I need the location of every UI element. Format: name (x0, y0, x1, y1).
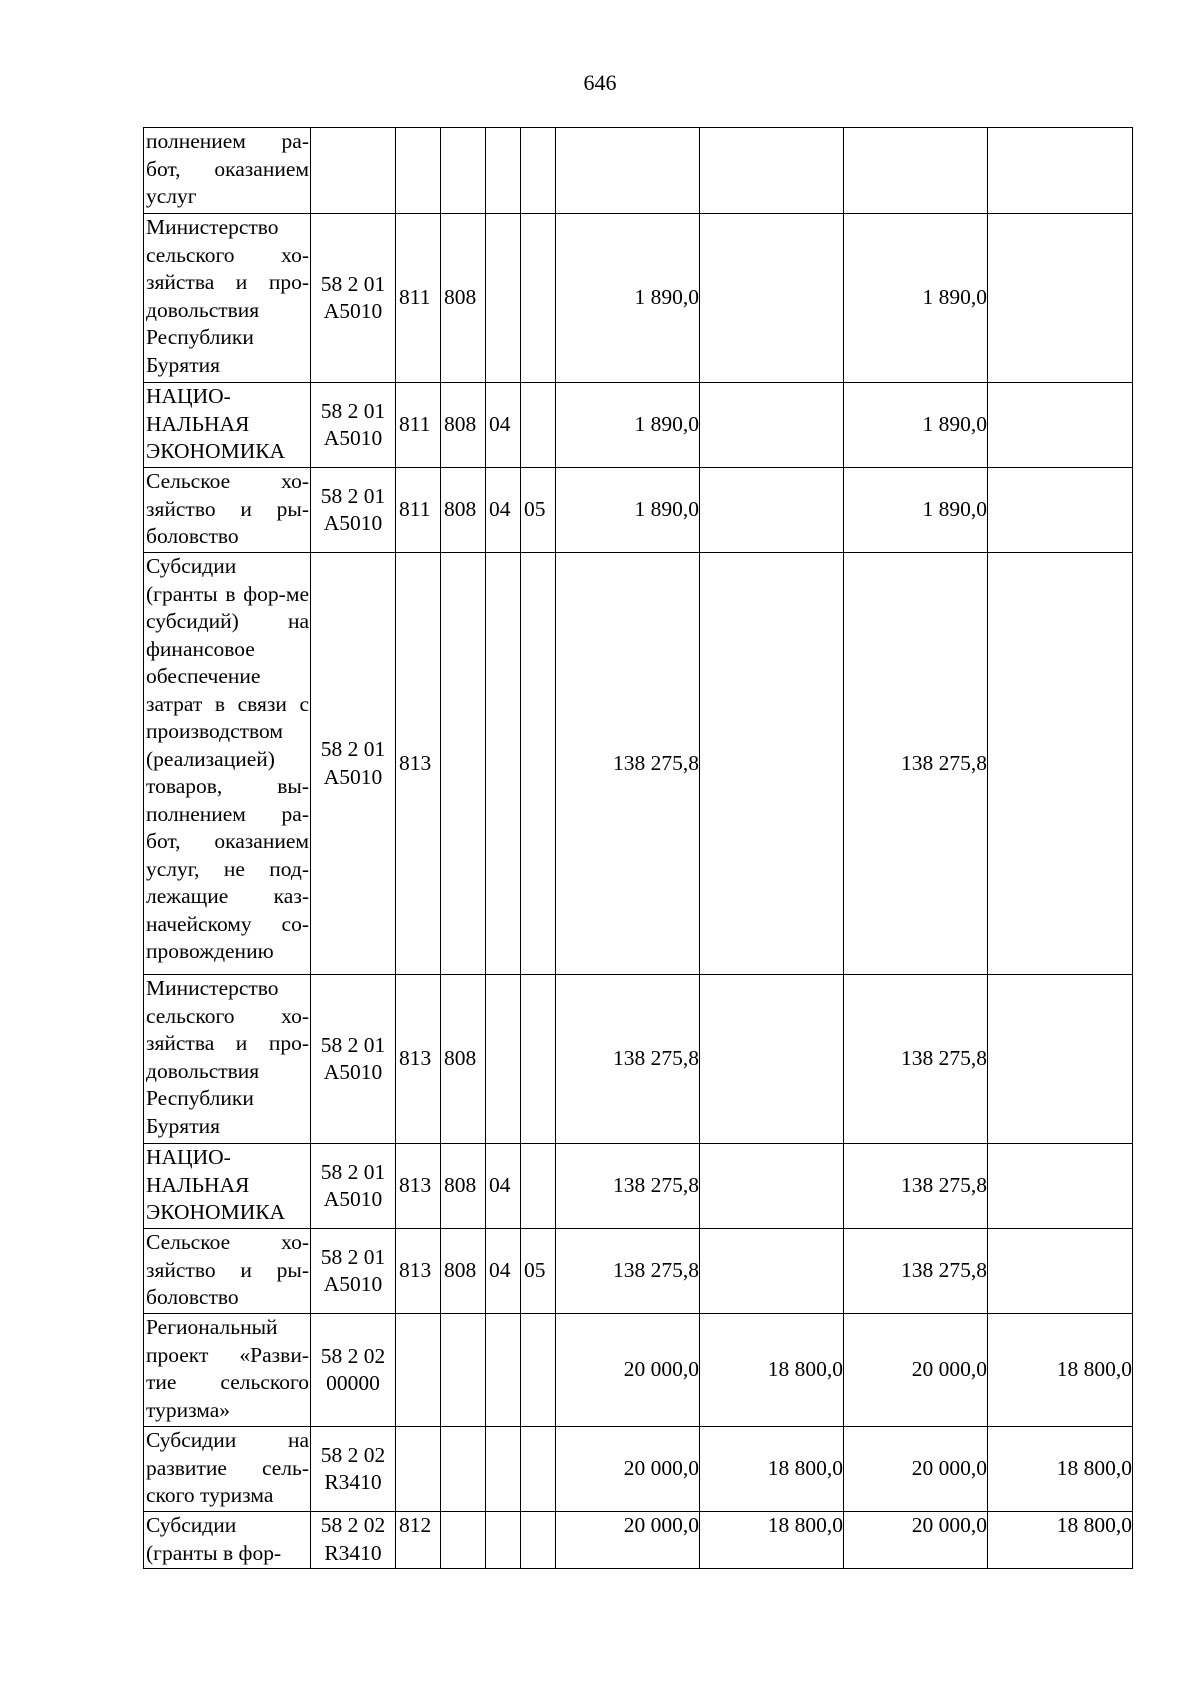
target-article-line: А5010 (323, 511, 383, 535)
target-article-line: А5010 (323, 764, 383, 789)
target-article-line: 58 2 01 (320, 737, 386, 761)
table-row (144, 383, 1133, 468)
amount-cell-1: 20 000,0 (556, 1512, 700, 1569)
amount-cell-3: 1 890,0 (844, 383, 988, 468)
amount-cell-1: 20 000,0 (556, 1427, 700, 1512)
amount-cell-3: 20 000,0 (844, 1512, 988, 1569)
target-article-line: А5010 (323, 299, 383, 323)
amount-cell-1: 1 890,0 (556, 468, 700, 553)
subsection-code-cell: 05 (521, 1229, 556, 1314)
section-code-cell (486, 1512, 521, 1569)
amount-cell-4 (988, 468, 1133, 553)
target-article-cell (311, 128, 396, 214)
subsection-code-cell (521, 1512, 556, 1569)
table-row (144, 975, 1133, 1144)
amount-cell-2 (700, 128, 844, 214)
row-name-cell: Субсидии на развитие сель-ского туризма (144, 1427, 311, 1512)
amount-cell-4: 18 800,0 (988, 1427, 1133, 1512)
gr-code-cell (441, 128, 486, 214)
grbs-code-cell: 811 (396, 214, 441, 383)
row-name-cell: Сельское хо-зяйство и ры-боловство (144, 1229, 311, 1314)
grbs-code-cell: 811 (396, 383, 441, 468)
gr-code-cell: 808 (441, 383, 486, 468)
grbs-code-cell: 813 (396, 1144, 441, 1229)
table-row (144, 1512, 1133, 1569)
target-article-cell (311, 1144, 396, 1229)
table-row (144, 468, 1133, 553)
table-row (144, 1229, 1133, 1314)
page-number: 646 (583, 70, 617, 95)
amount-cell-2: 18 800,0 (700, 1427, 844, 1512)
amount-cell-1: 138 275,8 (556, 1229, 700, 1314)
target-article-cell (311, 1427, 396, 1512)
grbs-code-cell: 812 (396, 1512, 441, 1569)
grbs-code-cell (396, 1314, 441, 1427)
grbs-code-cell: 813 (396, 1229, 441, 1314)
gr-code-cell: 808 (441, 1229, 486, 1314)
amount-cell-4 (988, 975, 1133, 1144)
amount-cell-4 (988, 383, 1133, 468)
row-name-cell: НАЦИО-НАЛЬНАЯ ЭКОНОМИКА (144, 1144, 311, 1229)
amount-cell-4: 18 800,0 (988, 1314, 1133, 1427)
target-article-line: 58 2 01 (320, 398, 386, 423)
amount-cell-3: 138 275,8 (844, 975, 988, 1144)
subsection-code-cell (521, 1427, 556, 1512)
target-article-line: 58 2 01 (320, 1159, 386, 1184)
target-article-line: 58 2 02 (320, 1513, 386, 1537)
amount-cell-3: 138 275,8 (844, 1144, 988, 1229)
amount-cell-2 (700, 1229, 844, 1314)
target-article-line: А5010 (323, 1187, 383, 1211)
amount-cell-1: 20 000,0 (556, 1314, 700, 1427)
target-article-cell (311, 214, 396, 383)
amount-cell-2 (700, 553, 844, 975)
amount-cell-3: 20 000,0 (844, 1427, 988, 1512)
grbs-code-cell (396, 128, 441, 214)
target-article-line: 58 2 02 (320, 1343, 386, 1368)
subsection-code-cell (521, 128, 556, 214)
target-article-line: 00000 (326, 1371, 380, 1395)
budget-table (143, 127, 1133, 1569)
amount-cell-4 (988, 1144, 1133, 1229)
row-name-cell: Сельское хо-зяйство и ры-боловство (144, 468, 311, 553)
table-row (144, 1144, 1133, 1229)
row-name-cell: Субсидии (гранты в фор-ме субсидий) на финансовое обеспечение затрат в связи с производством (реализацией) товаров, вы-полнением ра-бот, оказанием услуг, не под-лежащие каз-начейскому со-провождению (144, 553, 311, 975)
table-row (144, 1427, 1133, 1512)
amount-cell-2 (700, 975, 844, 1144)
table-row (144, 553, 1133, 975)
gr-code-cell (441, 553, 486, 975)
target-article-cell (311, 975, 396, 1144)
row-name-cell: Министерство сельского хо-зяйства и про-довольствия Республики Бурятия (144, 214, 311, 383)
gr-code-cell (441, 1314, 486, 1427)
target-article-cell (311, 1314, 396, 1427)
section-code-cell (486, 553, 521, 975)
subsection-code-cell (521, 1314, 556, 1427)
amount-cell-3 (844, 128, 988, 214)
target-article-line: 58 2 01 (320, 1244, 386, 1269)
grbs-code-cell: 813 (396, 553, 441, 975)
target-article-cell (311, 1512, 396, 1569)
target-article-line: А5010 (323, 426, 383, 450)
row-name-cell: НАЦИО-НАЛЬНАЯ ЭКОНОМИКА (144, 383, 311, 468)
amount-cell-2: 18 800,0 (700, 1314, 844, 1427)
amount-cell-2 (700, 1144, 844, 1229)
amount-cell-1: 138 275,8 (556, 553, 700, 975)
amount-cell-2 (700, 468, 844, 553)
target-article-line: R3410 (324, 1540, 382, 1565)
target-article-line: 58 2 02 (320, 1442, 386, 1467)
target-article-line: 58 2 01 (320, 271, 386, 296)
subsection-code-cell (521, 383, 556, 468)
subsection-code-cell (521, 214, 556, 383)
amount-cell-3: 138 275,8 (844, 553, 988, 975)
grbs-code-cell (396, 1427, 441, 1512)
amount-cell-3: 138 275,8 (844, 1229, 988, 1314)
row-name-cell: Региональный проект «Разви-тие сельского туризма» (144, 1314, 311, 1427)
grbs-code-cell: 811 (396, 468, 441, 553)
gr-code-cell (441, 1427, 486, 1512)
target-article-line: 58 2 01 (320, 1032, 386, 1057)
section-code-cell: 04 (486, 1144, 521, 1229)
target-article-cell (311, 383, 396, 468)
amount-cell-1: 138 275,8 (556, 975, 700, 1144)
target-article-cell (311, 553, 396, 975)
section-code-cell (486, 214, 521, 383)
target-article-line: А5010 (323, 1060, 383, 1084)
row-name-cell: полнением ра-бот, оказанием услуг (144, 128, 311, 214)
amount-cell-1: 1 890,0 (556, 383, 700, 468)
table-row (144, 214, 1133, 383)
table-row (144, 1314, 1133, 1427)
amount-cell-4 (988, 553, 1133, 975)
gr-code-cell: 808 (441, 468, 486, 553)
row-name-cell: Министерство сельского хо-зяйства и про-довольствия Республики Бурятия (144, 975, 311, 1144)
target-article-line: 58 2 01 (320, 483, 386, 508)
amount-cell-1 (556, 128, 700, 214)
section-code-cell: 04 (486, 1229, 521, 1314)
amount-cell-3: 1 890,0 (844, 468, 988, 553)
section-code-cell (486, 1427, 521, 1512)
amount-cell-4 (988, 128, 1133, 214)
amount-cell-2 (700, 214, 844, 383)
amount-cell-3: 1 890,0 (844, 214, 988, 383)
amount-cell-4: 18 800,0 (988, 1512, 1133, 1569)
grbs-code-cell: 813 (396, 975, 441, 1144)
subsection-code-cell (521, 553, 556, 975)
target-article-cell (311, 1229, 396, 1314)
amount-cell-3: 20 000,0 (844, 1314, 988, 1427)
amount-cell-4 (988, 214, 1133, 383)
amount-cell-4 (988, 1229, 1133, 1314)
target-article-line: А5010 (323, 1272, 383, 1296)
subsection-code-cell: 05 (521, 468, 556, 553)
amount-cell-1: 138 275,8 (556, 1144, 700, 1229)
amount-cell-2: 18 800,0 (700, 1512, 844, 1569)
gr-code-cell: 808 (441, 975, 486, 1144)
section-code-cell (486, 1314, 521, 1427)
target-article-line: R3410 (324, 1470, 382, 1494)
subsection-code-cell (521, 1144, 556, 1229)
section-code-cell: 04 (486, 468, 521, 553)
section-code-cell (486, 128, 521, 214)
section-code-cell (486, 975, 521, 1144)
table-row (144, 128, 1133, 214)
section-code-cell: 04 (486, 383, 521, 468)
amount-cell-1: 1 890,0 (556, 214, 700, 383)
amount-cell-2 (700, 383, 844, 468)
gr-code-cell: 808 (441, 214, 486, 383)
row-name-cell: Субсидии (гранты в фор- (144, 1512, 311, 1569)
gr-code-cell: 808 (441, 1144, 486, 1229)
target-article-cell (311, 468, 396, 553)
gr-code-cell (441, 1512, 486, 1569)
subsection-code-cell (521, 975, 556, 1144)
